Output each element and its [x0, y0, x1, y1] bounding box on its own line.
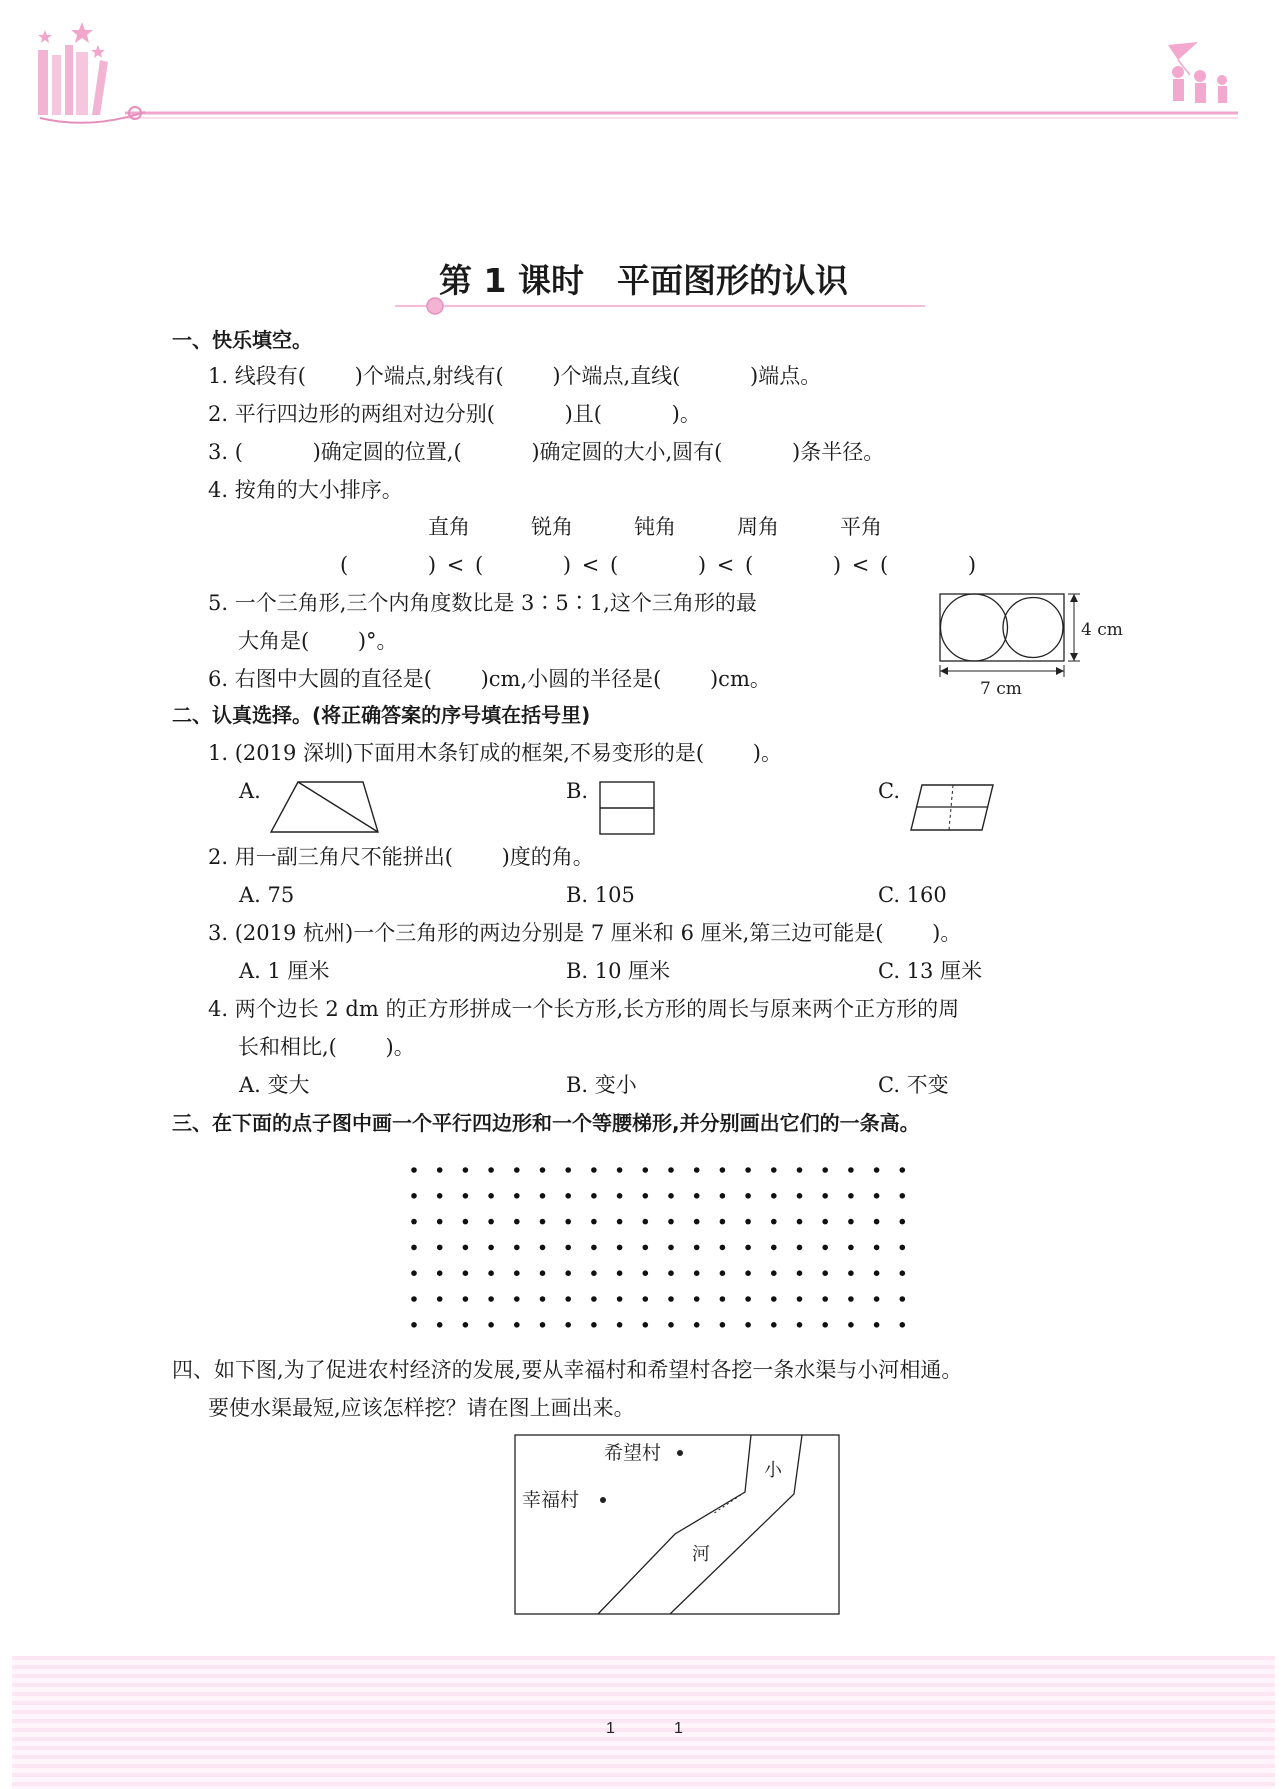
grid-dot[interactable] [822, 1270, 828, 1276]
q2-3-option-a: A. 1 厘米 [239, 959, 330, 983]
dot-grid[interactable] [400, 1160, 920, 1340]
angle-name: 周角 [737, 515, 779, 539]
grid-dot[interactable] [874, 1322, 880, 1328]
frame-rectangle [598, 780, 658, 836]
grid-dot[interactable] [745, 1245, 751, 1251]
q2-1-option-c: C. [878, 779, 900, 803]
grid-dot[interactable] [437, 1296, 443, 1302]
grid-dot[interactable] [745, 1322, 751, 1328]
grid-dot[interactable] [745, 1270, 751, 1276]
grid-dot[interactable] [411, 1167, 417, 1173]
grid-dot[interactable] [617, 1219, 623, 1225]
section-4-heading-line2: 要使水渠最短,应该怎样挖？请在图上画出来。 [208, 1396, 635, 1420]
grid-dot[interactable] [591, 1219, 597, 1225]
grid-dot[interactable] [900, 1219, 906, 1225]
grid-dot[interactable] [514, 1322, 520, 1328]
frame-parallelogram [908, 782, 998, 834]
grid-dot[interactable] [463, 1193, 469, 1199]
angle-name: 钝角 [634, 515, 676, 539]
grid-dot[interactable] [437, 1270, 443, 1276]
q1-4: 4. 按角的大小排序。 [208, 478, 403, 502]
page-number-left: 1 [606, 1720, 615, 1737]
grid-dot[interactable] [591, 1296, 597, 1302]
grid-dot[interactable] [565, 1167, 571, 1173]
grid-dot[interactable] [540, 1219, 546, 1225]
grid-dot[interactable] [822, 1167, 828, 1173]
q1-3: 3. ( )确定圆的位置,( )确定圆的大小,圆有( )条半径。 [208, 440, 885, 464]
grid-dot[interactable] [771, 1245, 777, 1251]
grid-dot[interactable] [565, 1322, 571, 1328]
grid-dot[interactable] [694, 1322, 700, 1328]
grid-dot[interactable] [694, 1245, 700, 1251]
grid-dot[interactable] [617, 1296, 623, 1302]
grid-dot[interactable] [411, 1245, 417, 1251]
grid-dot[interactable] [745, 1296, 751, 1302]
grid-dot[interactable] [900, 1193, 906, 1199]
children-kite-icon [1168, 42, 1227, 103]
grid-dot[interactable] [437, 1193, 443, 1199]
grid-dot[interactable] [720, 1193, 726, 1199]
grid-dot[interactable] [874, 1296, 880, 1302]
frame-trapezoid-diagonal [268, 780, 383, 836]
grid-dot[interactable] [694, 1296, 700, 1302]
angle-order-row: ( ) < ( ) < ( ) < ( ) < ( ) [340, 553, 979, 577]
grid-dot[interactable] [668, 1322, 674, 1328]
grid-dot[interactable] [514, 1219, 520, 1225]
grid-dot[interactable] [437, 1322, 443, 1328]
circles-figure [930, 585, 1130, 705]
grid-dot[interactable] [411, 1296, 417, 1302]
q2-2-option-a: A. 75 [239, 883, 295, 907]
grid-dot[interactable] [745, 1167, 751, 1173]
grid-dot[interactable] [540, 1296, 546, 1302]
grid-dot[interactable] [514, 1193, 520, 1199]
section-1-heading: 一、快乐填空。 [172, 328, 312, 352]
grid-dot[interactable] [643, 1270, 649, 1276]
grid-dot[interactable] [488, 1245, 494, 1251]
section-2-heading: 二、认真选择。(将正确答案的序号填在括号里) [172, 703, 591, 727]
grid-dot[interactable] [848, 1167, 854, 1173]
grid-dot[interactable] [848, 1322, 854, 1328]
grid-dot[interactable] [720, 1270, 726, 1276]
page-title: 第 1 课时 平面图形的认识 [439, 261, 848, 300]
grid-dot[interactable] [720, 1245, 726, 1251]
grid-dot[interactable] [771, 1193, 777, 1199]
grid-dot[interactable] [822, 1219, 828, 1225]
grid-dot[interactable] [874, 1193, 880, 1199]
books-logo [38, 45, 145, 123]
grid-dot[interactable] [900, 1296, 906, 1302]
grid-dot[interactable] [797, 1245, 803, 1251]
grid-dot[interactable] [848, 1270, 854, 1276]
q2-3: 3. (2019 杭州)一个三角形的两边分别是 7 厘米和 6 厘米,第三边可能是( )。 [208, 921, 962, 945]
grid-dot[interactable] [463, 1245, 469, 1251]
grid-dot[interactable] [437, 1167, 443, 1173]
title-underline [395, 296, 925, 316]
grid-dot[interactable] [848, 1219, 854, 1225]
q2-4-option-a: A. 变大 [239, 1073, 310, 1097]
q2-3-option-b: B. 10 厘米 [566, 959, 671, 983]
grid-dot[interactable] [848, 1193, 854, 1199]
page-number-right: 1 [674, 1720, 683, 1737]
grid-dot[interactable] [643, 1193, 649, 1199]
grid-dot[interactable] [488, 1219, 494, 1225]
q2-4-option-b: B. 变小 [566, 1073, 637, 1097]
grid-dot[interactable] [540, 1193, 546, 1199]
grid-dot[interactable] [514, 1270, 520, 1276]
grid-dot[interactable] [668, 1270, 674, 1276]
grid-dot[interactable] [900, 1322, 906, 1328]
q2-4-option-c: C. 不变 [878, 1073, 949, 1097]
grid-dot[interactable] [463, 1167, 469, 1173]
grid-dot[interactable] [900, 1270, 906, 1276]
q2-4-line1: 4. 两个边长 2 dm 的正方形拼成一个长方形,长方形的周长与原来两个正方形的周 [208, 997, 960, 1021]
grid-dot[interactable] [797, 1296, 803, 1302]
grid-dot[interactable] [463, 1270, 469, 1276]
q2-2-option-b: B. 105 [566, 883, 635, 907]
grid-dot[interactable] [617, 1270, 623, 1276]
grid-dot[interactable] [874, 1167, 880, 1173]
grid-dot[interactable] [874, 1270, 880, 1276]
grid-dot[interactable] [848, 1245, 854, 1251]
grid-dot[interactable] [591, 1167, 597, 1173]
grid-dot[interactable] [411, 1219, 417, 1225]
grid-dot[interactable] [617, 1322, 623, 1328]
q2-2: 2. 用一副三角尺不能拼出( )度的角。 [208, 845, 594, 869]
village-marker [600, 1497, 606, 1503]
grid-dot[interactable] [643, 1219, 649, 1225]
grid-dot[interactable] [668, 1167, 674, 1173]
grid-dot[interactable] [822, 1322, 828, 1328]
angle-name: 直角 [428, 515, 470, 539]
river-label-2: 河 [692, 1544, 710, 1565]
village-xingfu-label: 幸福村 [522, 1489, 580, 1511]
grid-dot[interactable] [822, 1193, 828, 1199]
grid-dot[interactable] [694, 1167, 700, 1173]
grid-dot[interactable] [643, 1296, 649, 1302]
fig-width-label: 7 cm [980, 679, 1022, 699]
grid-dot[interactable] [797, 1219, 803, 1225]
grid-dot[interactable] [643, 1322, 649, 1328]
grid-dot[interactable] [874, 1219, 880, 1225]
grid-dot[interactable] [565, 1270, 571, 1276]
grid-dot[interactable] [463, 1296, 469, 1302]
grid-dot[interactable] [643, 1167, 649, 1173]
grid-dot[interactable] [745, 1193, 751, 1199]
grid-dot[interactable] [463, 1322, 469, 1328]
grid-dot[interactable] [488, 1270, 494, 1276]
grid-dot[interactable] [771, 1322, 777, 1328]
grid-dot[interactable] [771, 1296, 777, 1302]
grid-dot[interactable] [771, 1219, 777, 1225]
q2-4-line2: 长和相比,( )。 [238, 1035, 415, 1059]
grid-dot[interactable] [848, 1296, 854, 1302]
q2-1-option-a: A. [239, 779, 261, 803]
grid-dot[interactable] [565, 1296, 571, 1302]
grid-dot[interactable] [617, 1193, 623, 1199]
grid-dot[interactable] [411, 1322, 417, 1328]
q1-1: 1. 线段有( )个端点,射线有( )个端点,直线( )端点。 [208, 364, 822, 388]
grid-dot[interactable] [720, 1167, 726, 1173]
grid-dot[interactable] [874, 1245, 880, 1251]
grid-dot[interactable] [488, 1322, 494, 1328]
grid-dot[interactable] [488, 1193, 494, 1199]
q2-2-option-c: C. 160 [878, 883, 947, 907]
grid-dot[interactable] [694, 1270, 700, 1276]
section-3-heading: 三、在下面的点子图中画一个平行四边形和一个等腰梯形,并分别画出它们的一条高。 [172, 1111, 920, 1135]
grid-dot[interactable] [745, 1219, 751, 1225]
grid-dot[interactable] [591, 1270, 597, 1276]
grid-dot[interactable] [694, 1193, 700, 1199]
grid-dot[interactable] [437, 1219, 443, 1225]
grid-dot[interactable] [514, 1167, 520, 1173]
section-4-heading-line1: 四、如下图,为了促进农村经济的发展,要从幸福村和希望村各挖一条水渠与小河相通。 [172, 1358, 963, 1382]
village-xiwang-label: 希望村 [604, 1442, 662, 1464]
grid-dot[interactable] [591, 1245, 597, 1251]
river-label-1: 小 [764, 1460, 782, 1481]
footer-band [12, 1656, 1275, 1789]
grid-dot[interactable] [797, 1322, 803, 1328]
grid-dot[interactable] [668, 1296, 674, 1302]
angle-name: 平角 [840, 515, 882, 539]
grid-dot[interactable] [540, 1167, 546, 1173]
angle-name: 锐角 [531, 515, 573, 539]
grid-dot[interactable] [540, 1322, 546, 1328]
grid-dot[interactable] [565, 1245, 571, 1251]
grid-dot[interactable] [514, 1296, 520, 1302]
grid-dot[interactable] [488, 1296, 494, 1302]
grid-dot[interactable] [411, 1193, 417, 1199]
header-decoration [0, 0, 1287, 140]
grid-dot[interactable] [900, 1245, 906, 1251]
grid-dot[interactable] [591, 1193, 597, 1199]
grid-dot[interactable] [771, 1167, 777, 1173]
q2-1: 1. (2019 深圳)下面用木条钉成的框架,不易变形的是( )。 [208, 741, 782, 765]
grid-dot[interactable] [643, 1245, 649, 1251]
grid-dot[interactable] [720, 1296, 726, 1302]
grid-dot[interactable] [591, 1322, 597, 1328]
grid-dot[interactable] [540, 1270, 546, 1276]
river-map[interactable] [512, 1432, 842, 1617]
grid-dot[interactable] [540, 1245, 546, 1251]
grid-dot[interactable] [488, 1167, 494, 1173]
grid-dot[interactable] [797, 1167, 803, 1173]
q1-5-line1: 5. 一个三角形,三个内角度数比是 3∶5∶1,这个三角形的最 [208, 591, 757, 615]
grid-dot[interactable] [668, 1193, 674, 1199]
grid-dot[interactable] [720, 1219, 726, 1225]
grid-dot[interactable] [771, 1270, 777, 1276]
grid-dot[interactable] [900, 1167, 906, 1173]
q2-3-option-c: C. 13 厘米 [878, 959, 983, 983]
grid-dot[interactable] [463, 1219, 469, 1225]
grid-dot[interactable] [797, 1193, 803, 1199]
grid-dot[interactable] [668, 1219, 674, 1225]
q1-5-line2: 大角是( )°。 [238, 629, 398, 653]
grid-dot[interactable] [822, 1296, 828, 1302]
grid-dot[interactable] [668, 1245, 674, 1251]
grid-dot[interactable] [411, 1270, 417, 1276]
q1-6: 6. 右图中大圆的直径是( )cm,小圆的半径是( )cm。 [208, 667, 771, 691]
grid-dot[interactable] [822, 1245, 828, 1251]
village-marker [677, 1450, 683, 1456]
grid-dot[interactable] [797, 1270, 803, 1276]
grid-dot[interactable] [514, 1245, 520, 1251]
q2-1-option-b: B. [566, 779, 589, 803]
grid-dot[interactable] [565, 1219, 571, 1225]
grid-dot[interactable] [565, 1193, 571, 1199]
fig-height-label: 4 cm [1081, 620, 1123, 640]
grid-dot[interactable] [720, 1322, 726, 1328]
grid-dot[interactable] [694, 1219, 700, 1225]
grid-dot[interactable] [617, 1245, 623, 1251]
grid-dot[interactable] [617, 1167, 623, 1173]
q1-2: 2. 平行四边形的两组对边分别( )且( )。 [208, 402, 701, 426]
grid-dot[interactable] [437, 1245, 443, 1251]
